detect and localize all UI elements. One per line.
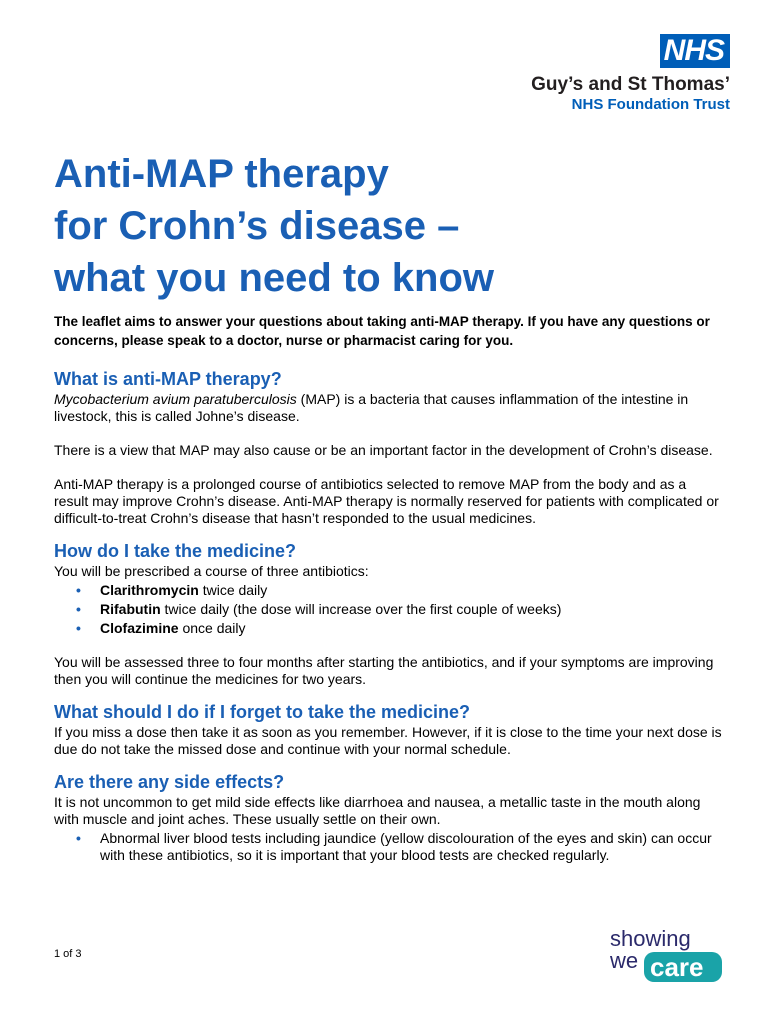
section-heading-what-is: What is anti-MAP therapy? (54, 369, 282, 389)
section1-paragraph-1-rest: (MAP) is a bacteria that causes inflammation of the intestine in livestock, this is called Johne’s disease. (54, 391, 689, 424)
page-title (54, 148, 704, 304)
title-line-2: for Crohn’s disease – (54, 204, 460, 248)
section3-paragraph-1: If you miss a dose then take it as soon as you remember. However, if it is close to the time your next dose is due do not take the missed dose and continue with your normal schedule. (54, 724, 722, 757)
drug-dose: twice daily (the dose will increase over the first couple of weeks) (160, 601, 562, 617)
drug-dose: twice daily (198, 582, 268, 598)
nhs-logo: NHS (660, 34, 730, 68)
bullet-icon: • (76, 830, 81, 846)
antibiotic-list (54, 582, 724, 637)
side-effects-list (54, 830, 724, 864)
logo-care: care (650, 952, 704, 982)
list-item (54, 582, 724, 599)
nhs-trust-header (470, 34, 730, 114)
page-number: 1 of 3 (54, 948, 82, 960)
bullet-icon: • (76, 582, 81, 598)
showing-we-care-logo (608, 926, 728, 986)
title-line-3: what you need to know (54, 256, 495, 300)
bullet-icon: • (76, 601, 81, 617)
list-item (54, 830, 724, 864)
trust-name: Guy’s and St Thomas’ (531, 74, 730, 95)
list-item (54, 601, 724, 618)
section-heading-forget: What should I do if I forget to take the medicine? (54, 702, 471, 722)
section1-paragraph-3: Anti-MAP therapy is a prolonged course of antibiotics selected to remove MAP from the body and as a result may improve Crohn’s disease. Anti-MAP therapy is normally reserved for patients with complicated or difficult-to-treat Crohn’s disease that hasn’t responded to the usual medicines. (54, 476, 719, 526)
section-heading-how-take: How do I take the medicine? (54, 541, 297, 561)
logo-showing: showing (610, 926, 691, 951)
section1-paragraph-2: There is a view that MAP may also cause or be an important factor in the development of Crohn’s disease. (54, 442, 713, 458)
list-item (54, 620, 724, 637)
trust-subtitle: NHS Foundation Trust (571, 96, 730, 113)
section1-paragraph-1 (54, 391, 724, 425)
drug-name: Rifabutin (100, 601, 161, 617)
side-effect-text: Abnormal liver blood tests including jaundice (yellow discolouration of the eyes and skin) can occur with these antibiotics, so it is important that your blood tests are checked regularly. (100, 830, 712, 863)
drug-name: Clofazimine (100, 620, 179, 636)
leaflet-body (54, 312, 724, 881)
section4-paragraph-1: It is not uncommon to get mild side effects like diarrhoea and nausea, a metallic taste in the mouth along with muscle and joint aches. These usually settle on their own. (54, 794, 701, 827)
section-heading-side-effects: Are there any side effects? (54, 772, 285, 792)
logo-we: we (610, 948, 639, 973)
intro-text: The leaflet aims to answer your questions about taking anti-MAP therapy. If you have any questions or concerns, please speak to a doctor, nurse or pharmacist caring for you. (54, 314, 710, 348)
title-line-1: Anti-MAP therapy (54, 152, 389, 196)
section2-paragraph-2: You will be assessed three to four months after starting the antibiotics, and if your symptoms are improving then you will continue the medicines for two years. (54, 654, 714, 687)
map-latin-name: Mycobacterium avium paratuberculosis (54, 391, 297, 407)
section2-paragraph-1: You will be prescribed a course of three antibiotics: (54, 563, 369, 579)
drug-name: Clarithromycin (100, 582, 199, 598)
bullet-icon: • (76, 620, 81, 636)
drug-dose: once daily (178, 620, 246, 636)
